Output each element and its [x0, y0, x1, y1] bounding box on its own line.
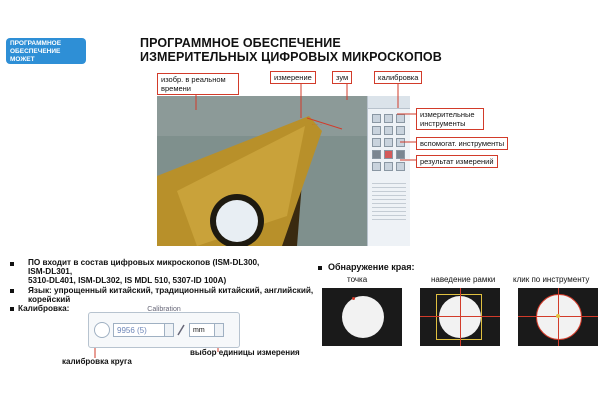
label-frame: наведение рамки	[431, 275, 496, 284]
label-click-tool: клик по инструменту	[513, 275, 590, 284]
unit-select[interactable]: mm	[189, 323, 215, 337]
calibration-value-select[interactable]: 9956 (5)	[113, 323, 165, 337]
calibration-title: Calibration	[147, 306, 181, 313]
circle-calibration-icon[interactable]	[94, 322, 110, 338]
chevron-down-icon[interactable]	[215, 323, 224, 337]
edge-detect-frame-image	[420, 288, 500, 346]
bullet-models-line3: 5310-DL401, ISM-DL302, IS MDL 510, 5307-ID 100A)	[28, 276, 227, 285]
svg-text:·· ·· ··: ·· ·· ··	[312, 122, 323, 127]
label-unit-selection: выбор единицы измерения	[190, 348, 300, 357]
label-zoom: зум	[332, 71, 352, 84]
bullet-dot	[10, 307, 14, 311]
label-measure: измерение	[270, 71, 316, 84]
label-measurement-result: результат измерений	[416, 155, 498, 168]
edge-detect-point-image	[322, 288, 402, 346]
label-realtime-image: изобр. в реальном времени	[157, 73, 239, 95]
pencil-icon[interactable]	[177, 324, 185, 336]
calibration-widget	[88, 306, 240, 348]
bullet-dot	[10, 262, 14, 266]
bullet-models-line1: ПО входит в состав цифровых микроскопов (ISM-DL300,	[28, 258, 260, 267]
label-point: точка	[347, 275, 368, 284]
title-line-2: ИЗМЕРИТЕЛЬНЫХ ЦИФРОВЫХ МИКРОСКОПОВ	[140, 50, 442, 64]
bullet-language-line2: корейский	[28, 295, 71, 304]
label-aux-tools: вспомогат. инструменты	[416, 137, 508, 150]
bullet-language-line1: Язык: упрощенный китайский, традиционный китайский, английский,	[28, 286, 314, 295]
label-circle-calibration: калибровка круга	[62, 357, 132, 366]
edge-detection-heading: Обнаружение края:	[318, 262, 415, 272]
chevron-down-icon[interactable]	[165, 323, 174, 337]
edge-detect-click-image	[518, 288, 598, 346]
bullet-dot	[10, 289, 14, 293]
bullet-calibration: Калибровка:	[18, 304, 70, 313]
bullet-models-line2: ISM-DL301,	[28, 267, 73, 276]
label-calibration: калибровка	[374, 71, 422, 84]
badge-text: ПРОГРАММНОЕ ОБЕСПЕЧЕНИЕ МОЖЕТ НАСТРАИВАТЬСЯ	[10, 40, 68, 71]
label-measurement-tools: измерительные инструменты	[416, 108, 484, 130]
title-line-1: ПРОГРАММНОЕ ОБЕСПЕЧЕНИЕ	[140, 36, 341, 50]
